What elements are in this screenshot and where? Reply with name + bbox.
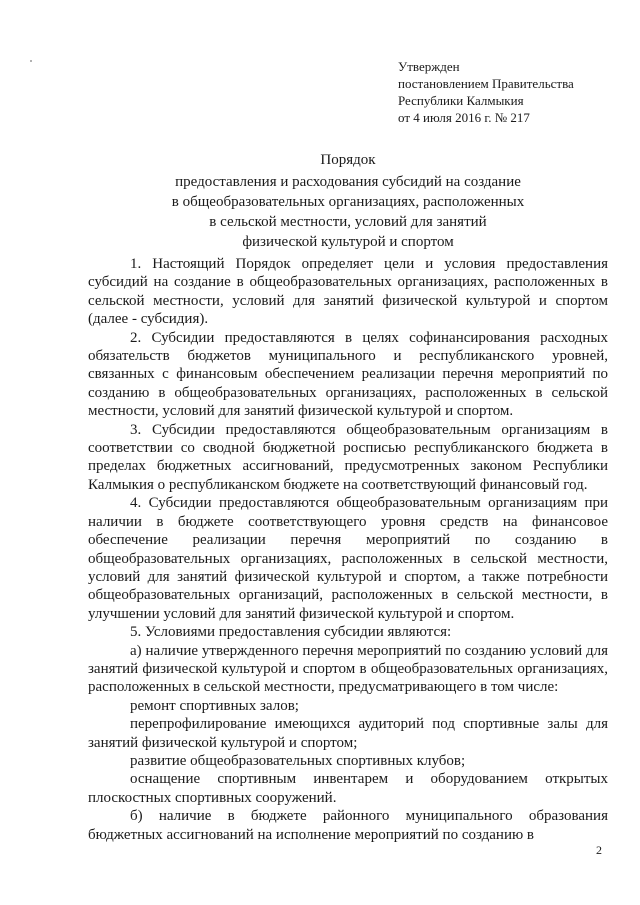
approval-line-4: от 4 июля 2016 г. № 217 bbox=[398, 110, 530, 125]
document-title bbox=[88, 150, 608, 252]
title-line-4: физической культурой и спортом bbox=[242, 234, 454, 250]
paragraph-1: 1. Настоящий Порядок определяет цели и условия предоставления субсидий на создание в общеобразовательных организациях, расположенных в сельской местности, условий для занятий физической культурой и спортом (далее - субсидия). bbox=[88, 256, 608, 328]
list-item-repair: ремонт спортивных залов; bbox=[130, 697, 299, 714]
scan-speck bbox=[30, 60, 32, 62]
page-number: 2 bbox=[596, 843, 602, 857]
document-body bbox=[88, 255, 608, 844]
paragraph-5a: а) наличие утвержденного перечня мероприятий по созданию условий для занятий физической культурой и спортом в общеобразовательных организациях, расположенных в сельской местности, предусматривающего в том числе: bbox=[88, 642, 608, 696]
title-line-2: в общеобразовательных организациях, расположенных bbox=[171, 194, 525, 210]
paragraph-4: 4. Субсидии предоставляются общеобразовательным организациям при наличии в бюджете соответствующего уровня средств на финансовое обеспечение реализации перечня мероприятий по созданию в общеобразовательных организациях, расположенных в сельской местности, условий для занятий физической культурой и спортом, а также потребности общеобразовательных организаций, расположенных в сельской местности, в улучшении условий для занятий физической культурой и спортом. bbox=[88, 495, 608, 622]
approval-stamp bbox=[398, 58, 574, 126]
approval-line-3: Республики Калмыкия bbox=[398, 93, 524, 108]
approval-line-2: постановлением Правительства bbox=[398, 76, 574, 91]
title-line-3: в сельской местности, условий для занятий bbox=[209, 214, 487, 230]
paragraph-2: 2. Субсидии предоставляются в целях софинансирования расходных обязательств бюджетов муниципального и республиканского уровней, связанных с финансовым обеспечением реализации перечня мероприятий по созданию в общеобразовательных организациях, расположенных в сельской местности, условий для занятий физической культурой и спортом. bbox=[88, 329, 608, 420]
approval-line-1: Утвержден bbox=[398, 59, 460, 74]
paragraph-3: 3. Субсидии предоставляются общеобразовательным организациям в соответствии со сводной бюджетной росписью республиканского бюджета в пределах бюджетных ассигнований, предусмотренных законом Республики Калмыкия о республиканском бюджете на соответствующий финансовый год. bbox=[88, 421, 608, 493]
paragraph-5b: б) наличие в бюджете районного муниципального образования бюджетных ассигнований на исполнение мероприятий по созданию в bbox=[88, 808, 608, 843]
list-item-clubs: развитие общеобразовательных спортивных клубов; bbox=[130, 752, 466, 769]
list-item-reprofiling: перепрофилирование имеющихся аудиторий под спортивные залы для занятий физической культурой и спортом; bbox=[88, 716, 608, 751]
list-item-equipment: оснащение спортивным инвентарем и оборудованием открытых плоскостных спортивных сооружений. bbox=[88, 771, 608, 806]
title-main: Порядок bbox=[320, 152, 376, 168]
title-line-1: предоставления и расходования субсидий на создание bbox=[175, 174, 521, 190]
paragraph-5: 5. Условиями предоставления субсидии являются: bbox=[130, 624, 452, 641]
